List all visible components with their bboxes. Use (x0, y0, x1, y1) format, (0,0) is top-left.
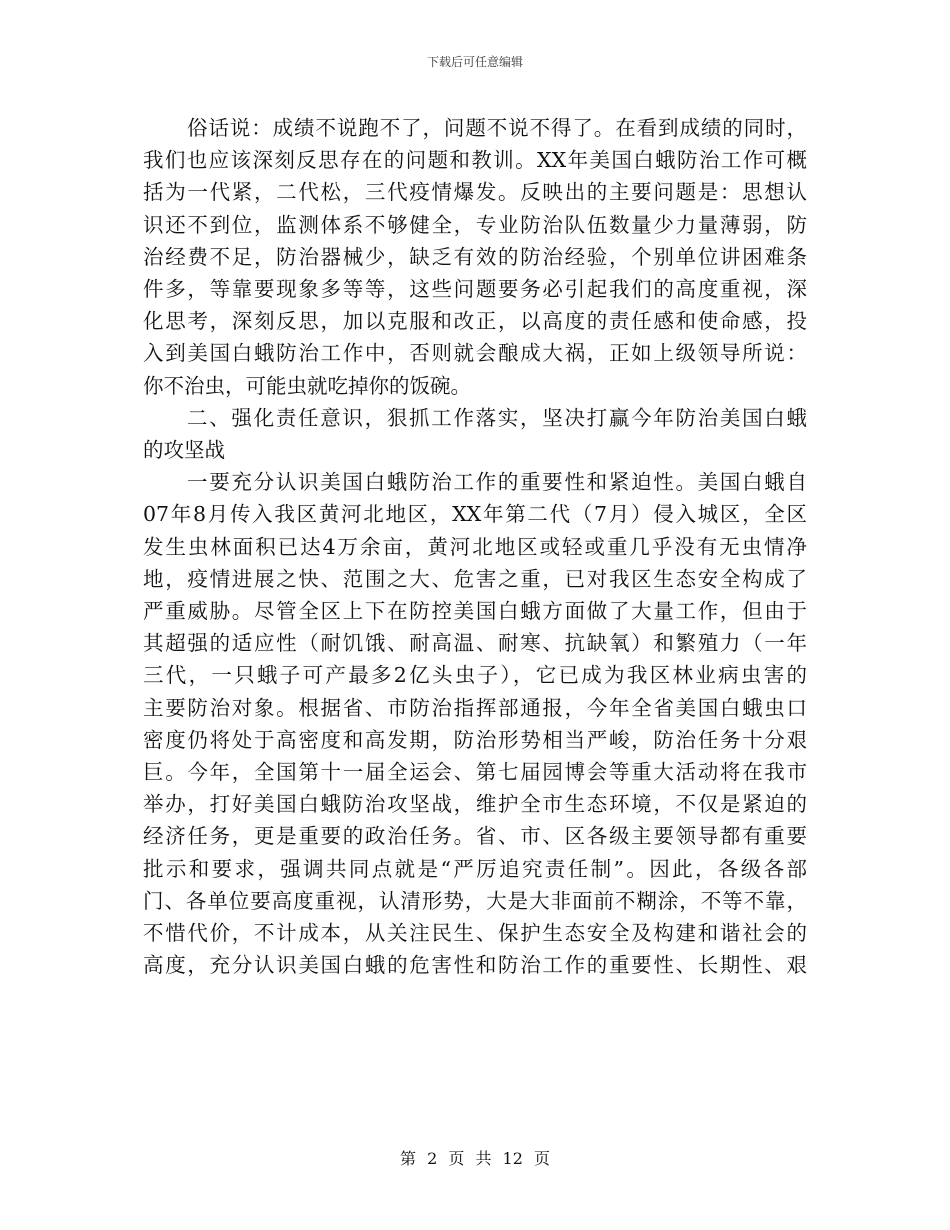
text-line: 件多，等靠要现象多等等，这些问题要务必引起我们的高度重视，深 (143, 277, 807, 302)
text-line: 我们也应该深刻反思存在的问题和教训。XX年美国白蛾防治工作可概 (143, 148, 807, 173)
text-line: 密度仍将处于高密度和高发期，防治形势相当严峻，防治任务十分艰 (143, 727, 807, 752)
text-line: 举办，打好美国白蛾防治攻坚战，维护全市生态环境，不仅是紧迫的 (143, 792, 807, 817)
text-line: 不惜代价，不计成本，从关注民生、保护生态安全及构建和谐社会的 (143, 921, 807, 946)
text-line: 括为一代紧，二代松，三代疫情爆发。反映出的主要问题是：思想认 (143, 180, 807, 205)
page-number-footer: 第 2 页 共 12 页 (400, 1149, 550, 1168)
text-line: 经济任务，更是重要的政治任务。省、市、区各级主要领导都有重要 (143, 824, 807, 849)
text-line: 地，疫情进展之快、范围之大、危害之重，已对我区生态安全构成了 (143, 566, 807, 591)
text-line: 其超强的适应性（耐饥饿、耐高温、耐寒、抗缺氧）和繁殖力（一年 (143, 631, 807, 656)
text-line: 你不治虫，可能虫就吃掉你的饭碗。 (143, 373, 471, 398)
text-line: 三代，一只蛾子可产最多2亿头虫子），它已成为我区林业病虫害的 (143, 663, 807, 688)
text-line: 批示和要求，强调共同点就是“严厉追究责任制”。因此，各级各部 (143, 856, 807, 881)
text-line: 发生虫林面积已达4万余亩，黄河北地区或轻或重几乎没有无虫情净 (143, 534, 807, 559)
text-line: 的攻坚战 (143, 438, 225, 463)
text-line: 07年8月传入我区黄河北地区，XX年第二代（7月）侵入城区，全区 (143, 502, 807, 527)
text-line: 俗话说：成绩不说跑不了，问题不说不得了。在看到成绩的同时， (187, 116, 807, 140)
text-line: 门、各单位要高度重视，认清形势，大是大非面前不糊涂，不等不靠， (143, 888, 807, 913)
text-line: 巨。今年，全国第十一届全运会、第七届园博会等重大活动将在我市 (143, 760, 807, 785)
text-line: 高度，充分认识美国白蛾的危害性和防治工作的重要性、长期性、艰 (143, 953, 807, 978)
text-line: 一要充分认识美国白蛾防治工作的重要性和紧迫性。美国白蛾自 (187, 470, 807, 495)
text-line: 主要防治对象。根据省、市防治指挥部通报，今年全省美国白蛾虫口 (143, 695, 807, 720)
body-text (143, 112, 807, 981)
text-line: 治经费不足，防治器械少，缺乏有效的防治经验，个别单位讲困难条 (143, 244, 807, 269)
text-line: 入到美国白蛾防治工作中，否则就会酿成大祸，正如上级领导所说： (143, 341, 807, 366)
text-line: 识还不到位，监测体系不够健全，专业防治队伍数量少力量薄弱，防 (143, 212, 807, 237)
text-line: 化思考，深刻反思，加以克服和改正，以高度的责任感和使命感，投 (143, 309, 807, 334)
header-note: 下载后可任意编辑 (426, 55, 523, 69)
text-line: 严重威胁。尽管全区上下在防控美国白蛾方面做了大量工作，但由于 (143, 599, 807, 624)
text-line: 二、强化责任意识，狠抓工作落实，坚决打赢今年防治美国白蛾 (187, 405, 807, 430)
